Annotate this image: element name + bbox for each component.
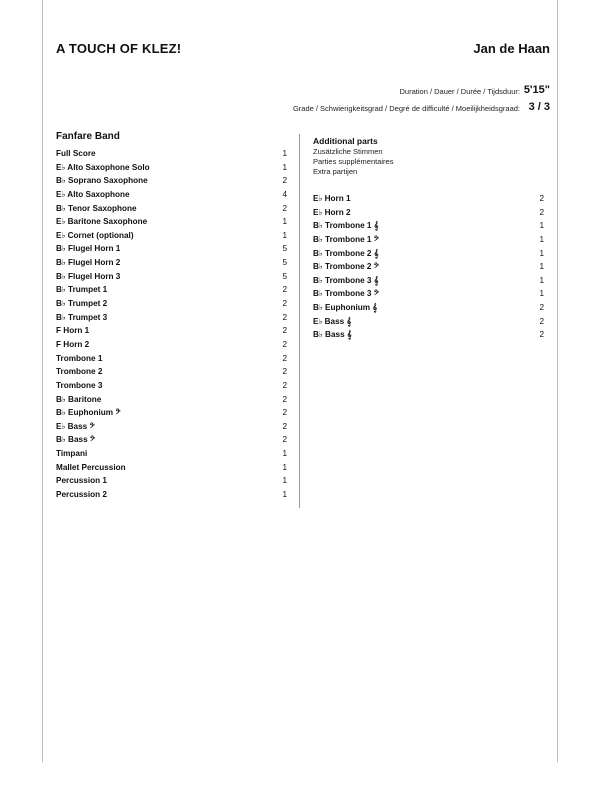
part-name: B♭ Trombone 1 𝄢 xyxy=(313,234,379,244)
duration-value: 5'15" xyxy=(523,84,550,96)
part-quantity: 5 xyxy=(282,244,287,254)
column-divider xyxy=(299,134,300,508)
part-name: B♭ Tenor Saxophone xyxy=(56,203,137,213)
part-quantity: 2 xyxy=(282,326,287,336)
part-name: B♭ Flugel Horn 1 xyxy=(56,244,121,254)
part-name: E♭ Baritone Saxophone xyxy=(56,217,148,227)
part-row xyxy=(56,283,290,297)
part-name: E♭ Bass 𝄞 xyxy=(313,316,352,326)
part-row xyxy=(56,324,290,338)
part-quantity: 1 xyxy=(282,217,287,227)
part-name: B♭ Euphonium 𝄢 xyxy=(56,408,121,418)
additional-subtitle-fr: Parties supplémentaires xyxy=(313,157,394,166)
part-name: F Horn 2 xyxy=(56,339,90,349)
part-quantity: 2 xyxy=(282,312,287,322)
part-row xyxy=(313,219,544,233)
part-row xyxy=(56,461,290,475)
part-row xyxy=(56,174,290,188)
duration-label: Duration / Dauer / Durée / Tijdsduur: xyxy=(399,87,520,96)
part-name: E♭ Horn 1 xyxy=(313,194,351,203)
part-row xyxy=(313,274,544,288)
part-quantity: 1 xyxy=(282,230,287,240)
part-row xyxy=(313,287,544,301)
part-name: B♭ Bass 𝄞 xyxy=(313,330,352,340)
part-row xyxy=(56,215,290,229)
part-row xyxy=(56,256,290,270)
right-margin-rule xyxy=(557,0,558,762)
part-name: B♭ Trumpet 3 xyxy=(56,312,108,322)
part-quantity: 1 xyxy=(282,490,287,500)
left-margin-rule xyxy=(42,0,43,762)
part-quantity: 1 xyxy=(282,149,287,158)
part-quantity: 2 xyxy=(282,367,287,377)
part-quantity: 1 xyxy=(539,289,544,299)
additional-subtitle-nl: Extra partijen xyxy=(313,167,358,176)
part-row xyxy=(56,447,290,461)
part-row xyxy=(56,365,290,379)
grade-value: 3 / 3 xyxy=(528,101,550,113)
part-quantity: 1 xyxy=(282,476,287,486)
part-quantity: 2 xyxy=(282,380,287,390)
part-quantity: 2 xyxy=(539,194,544,203)
part-quantity: 1 xyxy=(539,262,544,272)
part-quantity: 2 xyxy=(539,330,544,340)
part-quantity: 2 xyxy=(539,207,544,217)
part-row xyxy=(313,247,544,261)
part-row xyxy=(56,379,290,393)
part-quantity: 2 xyxy=(282,339,287,349)
part-quantity: 2 xyxy=(282,299,287,309)
part-name: E♭ Alto Saxophone xyxy=(56,189,130,199)
part-row xyxy=(56,297,290,311)
part-row xyxy=(56,406,290,420)
composer-name: Jan de Haan xyxy=(473,41,550,56)
part-row xyxy=(56,338,290,352)
part-quantity: 2 xyxy=(282,421,287,431)
part-quantity: 2 xyxy=(282,203,287,213)
part-name: B♭ Trombone 2 𝄢 xyxy=(313,262,379,272)
part-name: E♭ Cornet (optional) xyxy=(56,230,134,240)
part-row xyxy=(313,233,544,247)
part-row xyxy=(56,433,290,447)
part-quantity: 5 xyxy=(282,258,287,268)
part-name: Trombone 3 xyxy=(56,380,103,390)
part-name: B♭ Flugel Horn 2 xyxy=(56,258,121,268)
part-row xyxy=(56,420,290,434)
grade-label: Grade / Schwierigkeitsgrad / Degré de difficulté / Moeilijkheidsgraad: xyxy=(292,104,520,113)
part-quantity: 1 xyxy=(539,248,544,258)
part-name: B♭ Bass 𝄢 xyxy=(56,435,96,445)
part-name: B♭ Flugel Horn 3 xyxy=(56,271,121,281)
part-name: Mallet Percussion xyxy=(56,462,126,472)
additional-subtitle-de: Zusätzliche Stimmen xyxy=(313,147,383,156)
part-row xyxy=(56,242,290,256)
part-row xyxy=(56,229,290,243)
part-name: B♭ Trombone 2 𝄞 xyxy=(313,248,379,258)
part-row xyxy=(56,488,290,502)
part-quantity: 1 xyxy=(282,449,287,459)
additional-parts-list xyxy=(313,192,544,342)
part-row xyxy=(313,260,544,274)
part-row xyxy=(56,352,290,366)
part-name: B♭ Trumpet 1 xyxy=(56,285,108,295)
part-name: B♭ Euphonium 𝄞 xyxy=(313,303,378,313)
part-row xyxy=(56,474,290,488)
part-quantity: 1 xyxy=(282,162,287,172)
part-row xyxy=(313,192,544,206)
part-name: E♭ Bass 𝄢 xyxy=(56,421,95,431)
part-row xyxy=(56,270,290,284)
part-name: B♭ Trombone 1 𝄞 xyxy=(313,221,379,231)
part-quantity: 1 xyxy=(282,462,287,472)
part-row xyxy=(313,328,544,342)
part-row xyxy=(56,161,290,175)
part-quantity: 5 xyxy=(282,271,287,281)
part-quantity: 4 xyxy=(282,189,287,199)
part-row xyxy=(56,202,290,216)
part-name: B♭ Baritone xyxy=(56,394,102,404)
part-name: E♭ Alto Saxophone Solo xyxy=(56,162,150,172)
part-quantity: 1 xyxy=(539,234,544,244)
part-quantity: 2 xyxy=(282,176,287,186)
part-name: Percussion 1 xyxy=(56,476,107,486)
part-row xyxy=(56,147,290,161)
part-quantity: 2 xyxy=(539,303,544,313)
part-row xyxy=(56,188,290,202)
part-row xyxy=(56,311,290,325)
fanfare-parts-list xyxy=(56,147,290,502)
part-name: Full Score xyxy=(56,149,96,158)
part-row xyxy=(313,315,544,329)
part-quantity: 2 xyxy=(282,435,287,445)
part-quantity: 1 xyxy=(539,275,544,285)
part-name: Percussion 2 xyxy=(56,490,107,500)
piece-title: A TOUCH OF KLEZ! xyxy=(56,41,182,56)
part-name: Trombone 1 xyxy=(56,353,103,363)
part-quantity: 2 xyxy=(282,408,287,418)
fanfare-band-heading: Fanfare Band xyxy=(56,131,120,142)
part-name: B♭ Trombone 3 𝄞 xyxy=(313,275,379,285)
part-quantity: 1 xyxy=(539,221,544,231)
part-row xyxy=(56,393,290,407)
part-quantity: 2 xyxy=(282,394,287,404)
part-name: Timpani xyxy=(56,449,88,459)
part-quantity: 2 xyxy=(282,285,287,295)
part-name: B♭ Trumpet 2 xyxy=(56,299,108,309)
part-name: Trombone 2 xyxy=(56,367,103,377)
part-name: B♭ Soprano Saxophone xyxy=(56,176,148,186)
additional-parts-heading: Additional parts xyxy=(313,136,378,146)
part-row xyxy=(313,206,544,220)
part-name: F Horn 1 xyxy=(56,326,90,336)
part-quantity: 2 xyxy=(539,316,544,326)
part-name: E♭ Horn 2 xyxy=(313,207,351,217)
part-quantity: 2 xyxy=(282,353,287,363)
part-row xyxy=(313,301,544,315)
part-name: B♭ Trombone 3 𝄢 xyxy=(313,289,379,299)
